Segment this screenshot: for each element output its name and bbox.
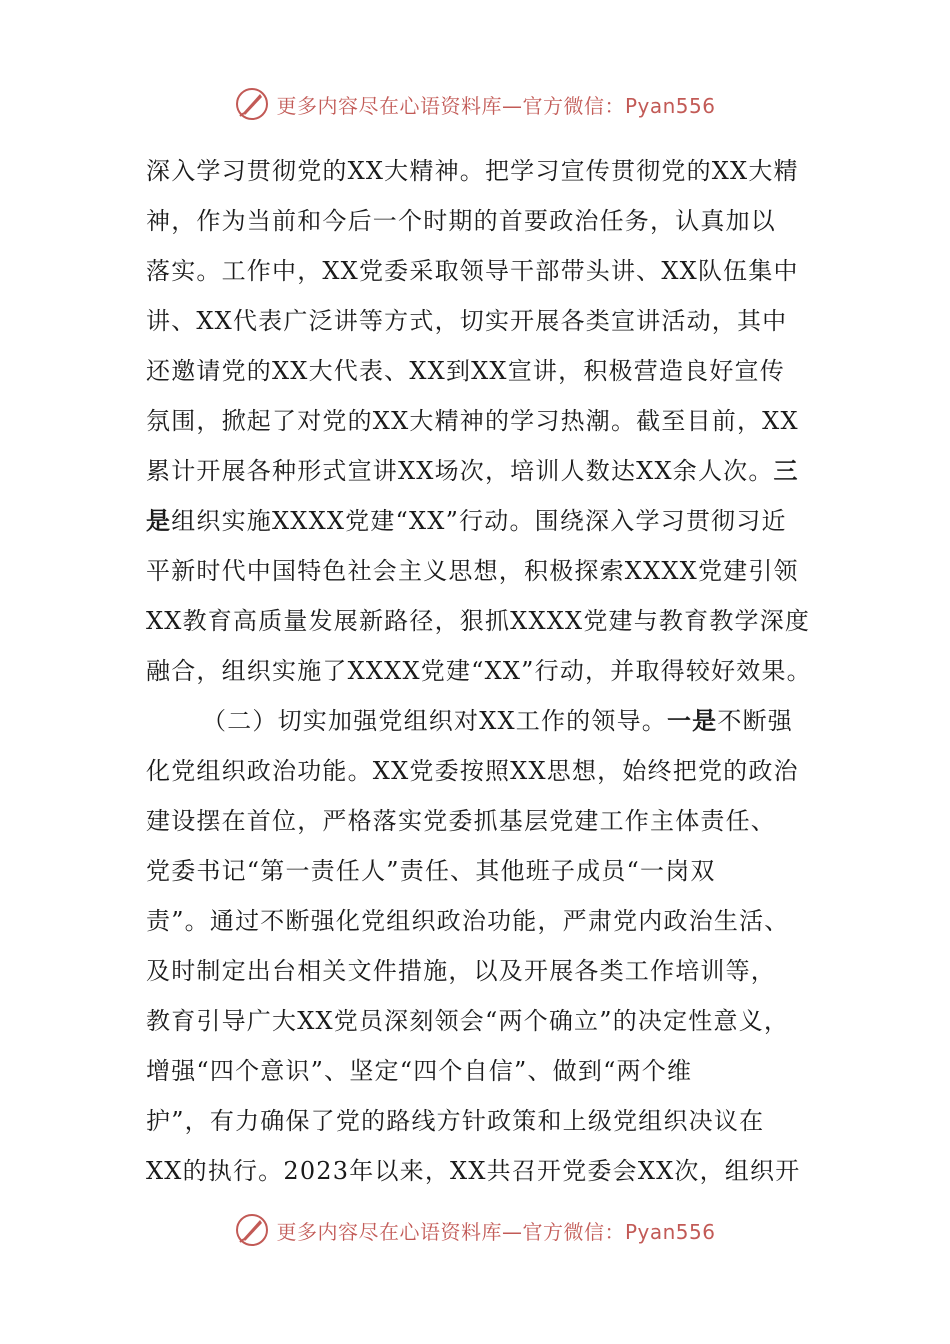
document-body (146, 146, 826, 1196)
text-line: 还邀请党的XX大代表、XX到XX宣讲，积极营造良好宣传 (146, 357, 785, 385)
text-line: 及时制定出台相关文件措施，以及开展各类工作培训等， (146, 957, 776, 985)
text-line: 党委书记“第一责任人”责任、其他班子成员“一岗双 (146, 857, 716, 885)
text-line: 是组织实施XXXX党建“XX”行动。围绕深入学习贯彻习近 (146, 506, 787, 535)
text-line: 化党组织政治功能。XX党委按照XX思想，始终把党的政治 (146, 757, 799, 785)
quill-logo-icon (234, 1212, 270, 1248)
text-line: 责”。通过不断强化党组织政治功能，严肃党内政治生活、 (146, 907, 790, 935)
text-line: 教育引导广大XX党员深刻领会“两个确立”的决定性意义， (146, 1007, 790, 1035)
watermark-text: 更多内容尽在心语资料库—官方微信：Pyan556 (276, 1219, 716, 1244)
text-line: XX的执行。2023年以来，XX共召开党委会XX次，组织开 (146, 1157, 801, 1185)
text-line: 神，作为当前和今后一个时期的首要政治任务，认真加以 (146, 207, 776, 235)
text-line: 融合，组织实施了XXXX党建“XX”行动，并取得较好效果。 (146, 657, 812, 685)
text-line: 平新时代中国特色社会主义思想，积极探索XXXX党建引领 (146, 557, 799, 585)
text-line: 建设摆在首位，严格落实党委抓基层党建工作主体责任、 (146, 807, 776, 835)
text-line: 氛围，掀起了对党的XX大精神的学习热潮。截至目前，XX (146, 407, 799, 435)
text-line: 讲、XX代表广泛讲等方式，切实开展各类宣讲活动，其中 (146, 307, 788, 335)
text-line: 增强“四个意识”、坚定“四个自信”、做到“两个维 (146, 1057, 693, 1085)
text-line: 累计开展各种形式宣讲XX场次，培训人数达XX余人次。三 (146, 456, 799, 485)
section-heading-line: （二）切实加强党组织对XX工作的领导。一是不断强 (202, 706, 793, 735)
watermark-banner-top (0, 84, 950, 124)
text-line: XX教育高质量发展新路径，狠抓XXXX党建与教育教学深度 (146, 607, 811, 635)
quill-logo-icon (234, 86, 270, 122)
text-line: 深入学习贯彻党的XX大精神。把学习宣传贯彻党的XX大精 (146, 157, 799, 185)
text-line: 护”，有力确保了党的路线方针政策和上级党组织决议在 (146, 1107, 765, 1135)
text-line: 落实。工作中，XX党委采取领导干部带头讲、XX队伍集中 (146, 257, 799, 285)
watermark-text: 更多内容尽在心语资料库—官方微信：Pyan556 (276, 93, 716, 118)
watermark-banner-bottom (0, 1210, 950, 1250)
